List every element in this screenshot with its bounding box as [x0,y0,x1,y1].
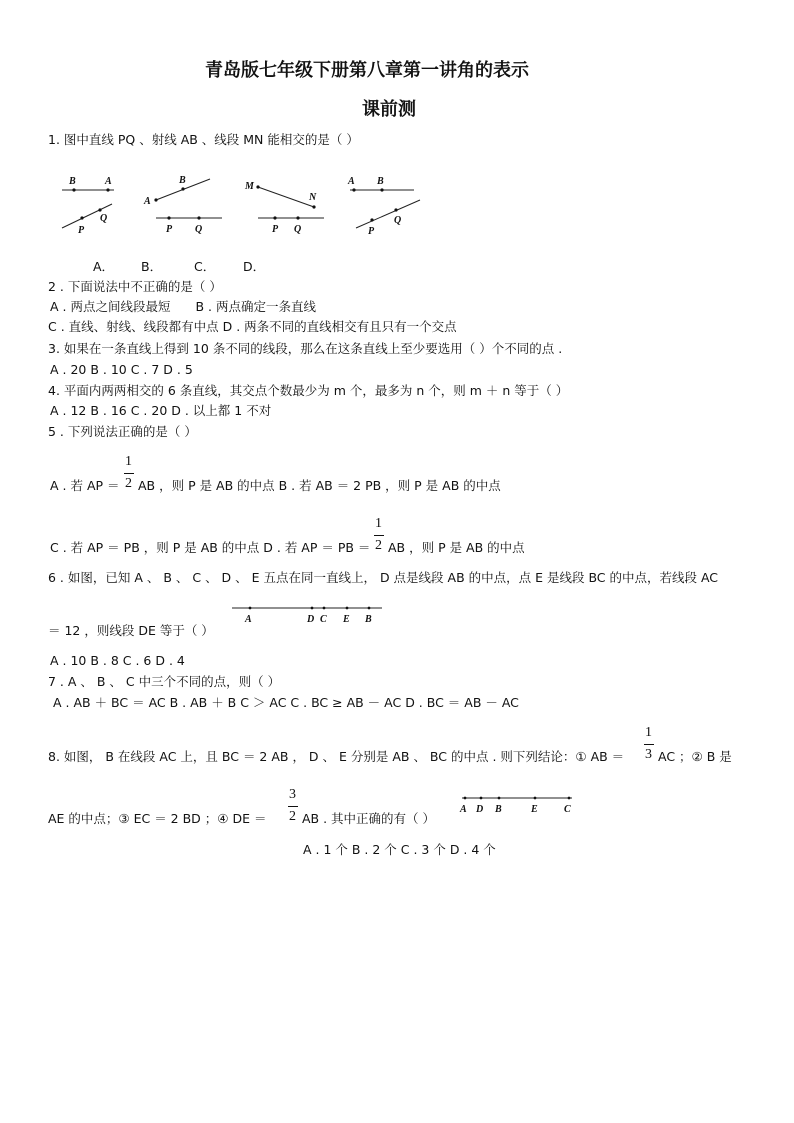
q1-fig-d-point-q: Q [394,215,402,226]
q8-fraction-1-bar [644,744,654,745]
question-2: 2 . 下面说法中不正确的是（ ） [48,279,222,294]
q1-fig-c-point-p: P [272,224,279,235]
q6-point-e: E [343,614,350,625]
q5-option-a-prefix: A . 若 AP ＝ [50,478,120,493]
q5-fraction-d-bar [374,535,384,536]
q1-fig-c-point-m: M [245,181,254,192]
page-title: 青岛版七年级下册第八章第一讲角的表示 [205,60,529,81]
question-4: 4. 平面内两两相交的 6 条直线，其交点个数最少为 m 个，最多为 n 个，则 m ＋ n 等于（ ） [48,383,569,398]
q6-point-d: D [307,614,315,625]
q1-fig-b-point-q: Q [195,224,203,235]
q8-point-c: C [564,804,571,815]
q8-fraction-1 [644,726,654,766]
q4-options: A . 12 B . 16 C . 20 D . 以上都 1 不对 [50,403,272,418]
q1-figure-d [344,170,424,240]
q8-fraction-2-bar [288,806,298,807]
q1-fig-d-point-b: B [377,176,384,187]
q1-fig-a-point-q: Q [100,213,108,224]
q1-fig-d-point-a: A [348,176,355,187]
q6-figure [232,600,382,628]
q6-point-a: A [245,614,252,625]
q1-fig-b-point-b: B [179,175,186,186]
question-8-line-2-suffix: AB . 其中正确的有（ ） [302,811,436,826]
q1-fig-d-point-p: P [368,226,375,237]
q8-fraction-2-numerator: 3 [289,787,296,802]
q1-option-b: B． [141,259,163,274]
q1-fig-b-point-p: P [166,224,173,235]
q5-fraction-d-denominator: 2 [375,538,382,553]
q6-options: A . 10 B . 8 C . 6 D . 4 [50,653,185,668]
q3-options: A . 20 B . 10 C . 7 D . 5 [50,362,193,377]
q8-figure [458,792,576,820]
q8-fraction-1-denominator: 3 [645,747,652,762]
question-3: 3. 如果在一条直线上得到 10 条不同的线段，那么在这条直线上至少要选用（ ）个不同的点 . [48,341,563,356]
q8-point-e: E [531,804,538,815]
question-6-line-2: ＝ 12 ，则线段 DE 等于（ ） [48,623,214,638]
q1-fig-b-point-a: A [144,196,151,207]
question-5: 5 . 下列说法正确的是（ ） [48,424,197,439]
q5-fraction-a-denominator: 2 [125,476,132,491]
q5-option-c-suffix: AB ，则 P 是 AB 的中点 [388,540,525,555]
q8-point-d: D [476,804,484,815]
q5-fraction-a-bar [124,473,134,474]
q5-option-c-prefix: C . 若 AP ＝ PB ，则 P 是 AB 的中点 D . 若 AP ＝ PB ＝ [50,540,371,555]
q1-fig-a-point-b: B [69,176,76,187]
q8-fraction-2-denominator: 2 [289,809,296,824]
q1-fig-a-point-a: A [105,176,112,187]
q6-point-c: C [320,614,327,625]
question-8-line-1-suffix: AC ；② B 是 [658,749,732,764]
question-8-line-1-prefix: 8. 如图， B 在线段 AC 上，且 BC ＝ 2 AB ， D 、 E 分别是 AB 、 BC 的中点 . 则下列结论：① AB ＝ [48,749,625,764]
q1-option-a: A． [93,259,115,274]
q2-options-line-1: A . 两点之间线段最短 B . 两点确定一条直线 [50,299,316,314]
q5-fraction-d [374,517,384,557]
q8-point-a: A [460,804,467,815]
q6-point-b: B [365,614,372,625]
q5-fraction-a-numerator: 1 [125,454,132,469]
q1-fig-c-point-n: N [309,192,317,203]
q1-fig-a-point-p: P [78,225,85,236]
q5-fraction-a [124,455,134,495]
q1-figure-b [140,170,225,240]
q1-option-d: D． [243,259,266,274]
q8-point-b: B [495,804,502,815]
q5-fraction-d-numerator: 1 [375,516,382,531]
q5-option-a-suffix: AB ，则 P 是 AB 的中点 B . 若 AB ＝ 2 PB ，则 P 是 AB 的中点 [138,478,501,493]
question-6-line-1: 6 . 如图，已知 A 、 B 、 C 、 D 、 E 五点在同一直线上， D 点是线段 AB 的中点，点 E 是线段 BC 的中点，若线段 AC [48,570,719,585]
q7-options: A . AB ＋ BC ＝ AC B . AB ＋ B C ＞ AC C . BC ≥ AB － AC D . BC ＝ AB － AC [53,695,519,710]
q1-figure-a [56,170,126,240]
page-subtitle: 课前测 [362,99,416,120]
q2-options-line-2: C . 直线、射线、线段都有中点 D . 两条不同的直线相交有且只有一个交点 [48,319,457,334]
q1-fig-c-point-q: Q [294,224,302,235]
question-1: 1. 图中直线 PQ 、射线 AB 、线段 MN 能相交的是（ ） [48,132,359,147]
q8-options: A . 1 个 B . 2 个 C . 3 个 D . 4 个 [303,842,496,857]
q8-fraction-2 [288,788,298,828]
question-7: 7 . A 、 B 、 C 中三个不同的点，则（ ） [48,674,281,689]
q8-fraction-1-numerator: 1 [645,725,652,740]
q1-figure-c [242,170,327,240]
question-8-line-2-prefix: AE 的中点；③ EC ＝ 2 BD ；④ DE ＝ [48,811,267,826]
q1-option-c: C． [194,259,216,274]
